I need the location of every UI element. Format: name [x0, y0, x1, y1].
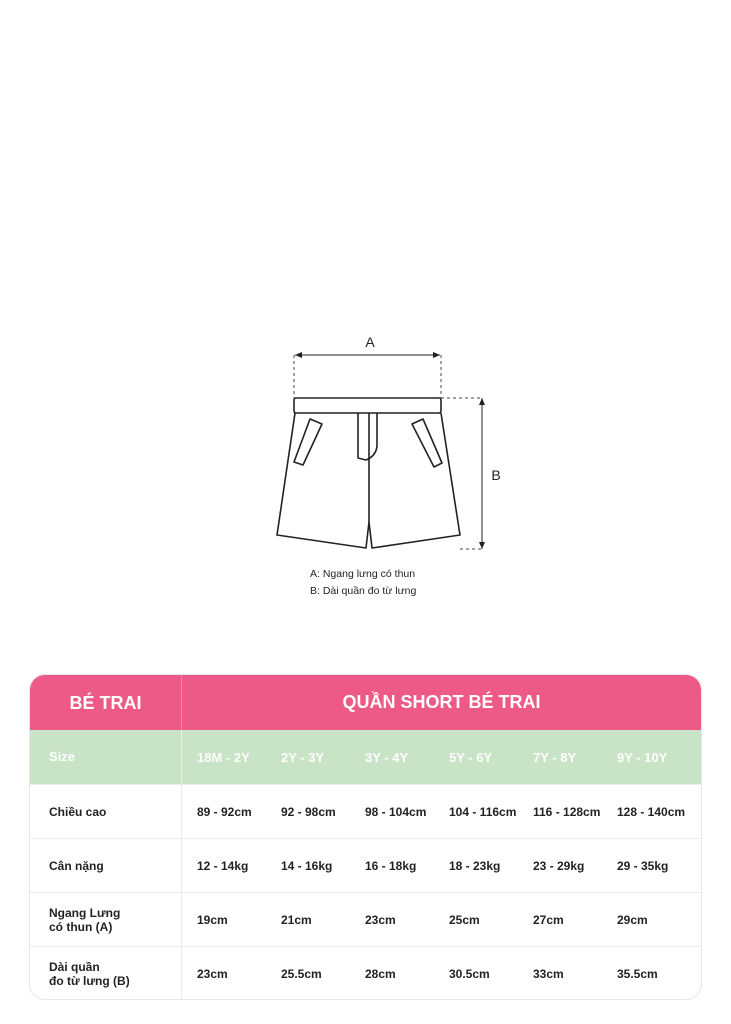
- table-cell: 19cm: [197, 913, 228, 927]
- size-cell: 9Y - 10Y: [617, 749, 668, 765]
- table-row: [30, 784, 701, 839]
- size-cell: 3Y - 4Y: [365, 749, 409, 765]
- legend-b: B: Dài quần đo từ lưng: [310, 585, 417, 597]
- table-cell: 104 - 116cm: [449, 805, 517, 819]
- diagram-legend: [310, 566, 416, 600]
- table-cell: 29cm: [617, 913, 648, 927]
- arrow-down-icon: [479, 542, 485, 549]
- size-cell: 7Y - 8Y: [533, 749, 577, 765]
- row-label-line1: Ngang Lưng: [49, 906, 121, 920]
- table-row: [30, 892, 701, 947]
- table-cell: 128 - 140cm: [617, 805, 686, 819]
- size-row: [30, 730, 701, 784]
- table-row: [30, 946, 701, 1000]
- table-header: [30, 675, 701, 730]
- arrow-left-icon: [295, 352, 302, 358]
- table-cell: 92 - 98cm: [281, 805, 336, 819]
- table-cell: 30.5cm: [449, 967, 490, 981]
- table-cell: 27cm: [533, 913, 564, 927]
- column-divider: [181, 730, 182, 1000]
- table-cell: 18 - 23kg: [449, 859, 501, 873]
- row-label: [30, 839, 180, 893]
- table-cell: 98 - 104cm: [365, 805, 427, 819]
- table-cell: 116 - 128cm: [533, 805, 601, 819]
- dimension-a-label: A: [365, 334, 375, 350]
- row-label-text: Chiều cao: [49, 805, 107, 819]
- row-label: [30, 947, 180, 1000]
- size-table: [29, 674, 702, 1000]
- table-cell: 33cm: [533, 967, 564, 981]
- size-cell: 5Y - 6Y: [449, 749, 493, 765]
- table-cell: 16 - 18kg: [365, 859, 417, 873]
- table-cell: 89 - 92cm: [197, 805, 252, 819]
- size-label: Size: [49, 749, 76, 764]
- row-label: [30, 785, 180, 839]
- size-cell: 18M - 2Y: [197, 749, 250, 765]
- row-label: [30, 893, 180, 947]
- table-cell: 12 - 14kg: [197, 859, 249, 873]
- table-cell: 14 - 16kg: [281, 859, 333, 873]
- row-label-line2: có thun (A): [49, 920, 113, 934]
- table-cell: 23cm: [365, 913, 396, 927]
- table-cell: 29 - 35kg: [617, 859, 669, 873]
- table-cell: 25cm: [449, 913, 480, 927]
- table-row: [30, 838, 701, 893]
- arrow-right-icon: [433, 352, 440, 358]
- row-label-line1: Dài quần: [49, 960, 100, 974]
- table-cell: 35.5cm: [617, 967, 658, 981]
- group-label: BÉ TRAI: [30, 675, 182, 730]
- row-label-text: Cân nặng: [49, 859, 104, 873]
- size-cell: 2Y - 3Y: [281, 749, 325, 765]
- table-cell: 21cm: [281, 913, 312, 927]
- dimension-b-label: B: [491, 467, 501, 483]
- table-cell: 28cm: [365, 967, 396, 981]
- table-cell: 25.5cm: [281, 967, 322, 981]
- table-title: QUẦN SHORT BÉ TRAI: [342, 692, 541, 712]
- row-label-line2: đo từ lưng (B): [49, 974, 130, 988]
- table-cell: 23 - 29kg: [533, 859, 585, 873]
- arrow-up-icon: [479, 398, 485, 405]
- legend-a: A: Ngang lưng có thun: [310, 568, 416, 580]
- table-cell: 23cm: [197, 967, 228, 981]
- shorts-outline: [277, 398, 460, 548]
